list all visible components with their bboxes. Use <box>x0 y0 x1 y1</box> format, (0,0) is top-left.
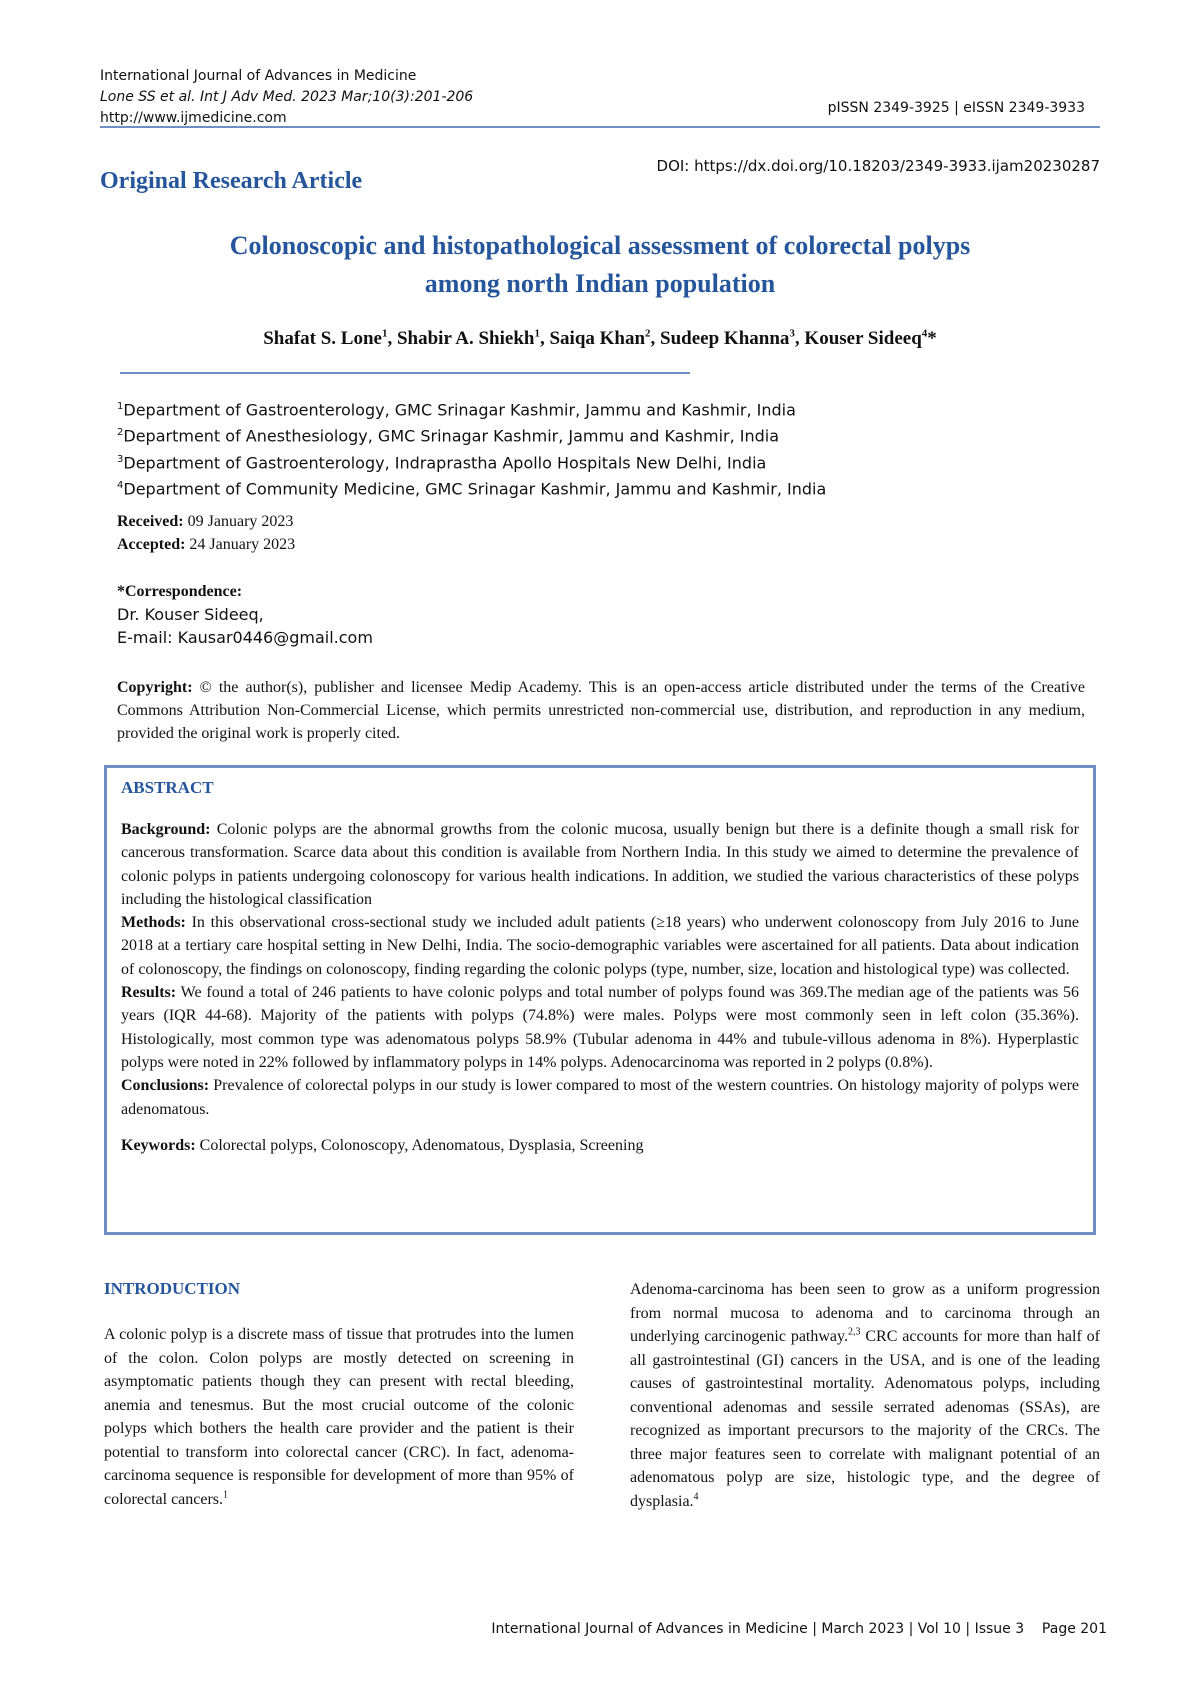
page-footer: International Journal of Advances in Medicine | March 2023 | Vol 10 | Issue 3 Page 201 <box>491 1621 1107 1637</box>
introduction-heading: INTRODUCTION <box>104 1279 241 1298</box>
affiliation-item: $^2$Department of Anesthesiology, GMC Srinagar Kashmir, Jammu and Kashmir, India <box>117 426 780 446</box>
abstract-heading: ABSTRACT <box>121 778 214 797</box>
issn: pISSN 2349-3925 | eISSN 2349-3933 <box>827 100 1085 116</box>
abstract-methods: Methods: In this observational cross-sectional study we included adult patients (≥18 years) who underwent colonoscopy from July 2016 to June 2018 at a tertiary care hospital setting in New Delhi, India. The socio-demographic variables were ascertained for all patients. Data about indication of colonoscopy, the findings on colonoscopy, finding regarding the colonic polyps (type, number, size, location and histological type) was collected. <box>121 914 1079 978</box>
header-rule <box>100 126 1100 128</box>
affiliation-item: $^3$Department of Gastroenterology, Indraprastha Apollo Hospitals New Delhi, India <box>117 452 767 472</box>
affiliation-item: $^4$Department of Community Medicine, GMC Srinagar Kashmir, Jammu and Kashmir, India <box>117 479 827 499</box>
abstract-background: Background: Colonic polyps are the abnormal growths from the colonic mucosa, usually benign but there is a definite though a small risk for cancerous transformation. Scarce data about this condition is available from Northern India. In this study we aimed to determine the prevalence of colonic polyps in patients undergoing colonoscopy for various health indications. In addition, we studied the various characteristics of these polyps including the histological classification <box>121 821 1079 908</box>
abstract-keywords: Keywords: Colorectal polyps, Colonoscopy, Adenomatous, Dysplasia, Screening <box>121 1136 644 1154</box>
copyright-notice: Copyright: © the author(s), publisher and licensee Medip Academy. This is an open-access article distributed under the terms of the Creative Commons Attribution Non-Commercial License, which permits unrestricted non-commercial use, distribution, and reproduction in any medium, provided the original work is properly cited. <box>117 679 1085 742</box>
introduction-left-column: A colonic polyp is a discrete mass of tissue that protrudes into the lumen of the colon. Colon polyps are mostly detected on screening in asymptomatic patients though they can present with rectal bleeding, anemia and tenesmus. But the most crucial outcome of the colonic polyps which bothers the health care provider and the patient is their potential to transform into colorectal cancer (CRC). In fact, adenoma-carcinoma sequence is responsible for development of more than 95% of colorectal cancers.$^1$ <box>104 1326 574 1508</box>
introduction-right-column: Adenoma-carcinoma has been seen to grow as a uniform progression from normal mucosa to adenoma and to carcinoma through an underlying carcinogenic pathway.$^{2,3}$ CRC accounts for more than half of all gastrointestinal (GI) cancers in the USA, and is one of the leading causes of gastrointestinal mortality. Adenomatous polyps, including conventional adenomas and sessile serrated adenomas (SSAs), are recognized as important precursors to the majority of the CRCs. The three major features seen to correlate with malignant potential of an adenomatous polyp are size, histologic type, and the degree of dysplasia.$^4$ <box>630 1281 1100 1510</box>
received-date: Received: 09 January 2023 <box>117 513 294 530</box>
title-line-1: Colonoscopic and histopathological assessment of colorectal polyps <box>229 231 971 260</box>
affiliation-item: $^1$Department of Gastroenterology, GMC Srinagar Kashmir, Jammu and Kashmir, India <box>117 400 796 420</box>
abstract-results: Results: We found a total of 246 patients to have colonic polyps and total number of polyps found was 369.The median age of the patients was 56 years (IQR 44-68). Majority of the patients with polyps (74.8%) were males. Polyps were most commonly seen in left colon (35.36%). Histologically, most common type was adenomatous polyps 58.9% (Tubular adenoma in 44% and tubule-villous adenoma in 8%). Hyperplastic polyps were noted in 22% followed by inflammatory polyps in 14% polyps. Adenocarcinoma was reported in 2 polyps (0.8%). <box>121 984 1079 1071</box>
doi-link[interactable]: DOI: https://dx.doi.org/10.18203/2349-3933.ijam20230287 <box>656 157 1100 175</box>
article-type: Original Research Article <box>100 168 363 194</box>
journal-name: International Journal of Advances in Medicine <box>100 68 417 84</box>
author-rule <box>120 372 690 374</box>
author: Shabir A. Shiekh$^1$, <box>396 328 550 350</box>
author: Shafat S. Lone$^1$, <box>263 328 397 350</box>
abstract-box <box>104 765 1096 1235</box>
journal-url[interactable]: http://www.ijmedicine.com <box>100 110 287 126</box>
author: Saiqa Khan$^2$, <box>549 328 661 350</box>
accepted-date: Accepted: 24 January 2023 <box>117 536 296 553</box>
correspondence-name: Dr. Kouser Sideeq, <box>117 605 264 624</box>
author-list <box>100 328 1100 350</box>
affiliations <box>117 395 826 500</box>
abstract-conclusions: Conclusions: Prevalence of colorectal polyps in our study is lower compared to most of the western countries. On histology majority of polyps were adenomatous. <box>121 1077 1079 1118</box>
correspondence-email[interactable]: E-mail: Kausar0446@gmail.com <box>117 628 373 647</box>
author: Kouser Sideeq$^4$* <box>804 328 937 350</box>
citation: Lone SS et al. Int J Adv Med. 2023 Mar;10(3):201-206 <box>100 89 474 105</box>
title-line-2: among north Indian population <box>424 269 776 298</box>
author: Sudeep Khanna$^3$, <box>660 328 805 350</box>
correspondence-label: *Correspondence: <box>117 583 243 600</box>
article-title <box>100 227 1100 303</box>
